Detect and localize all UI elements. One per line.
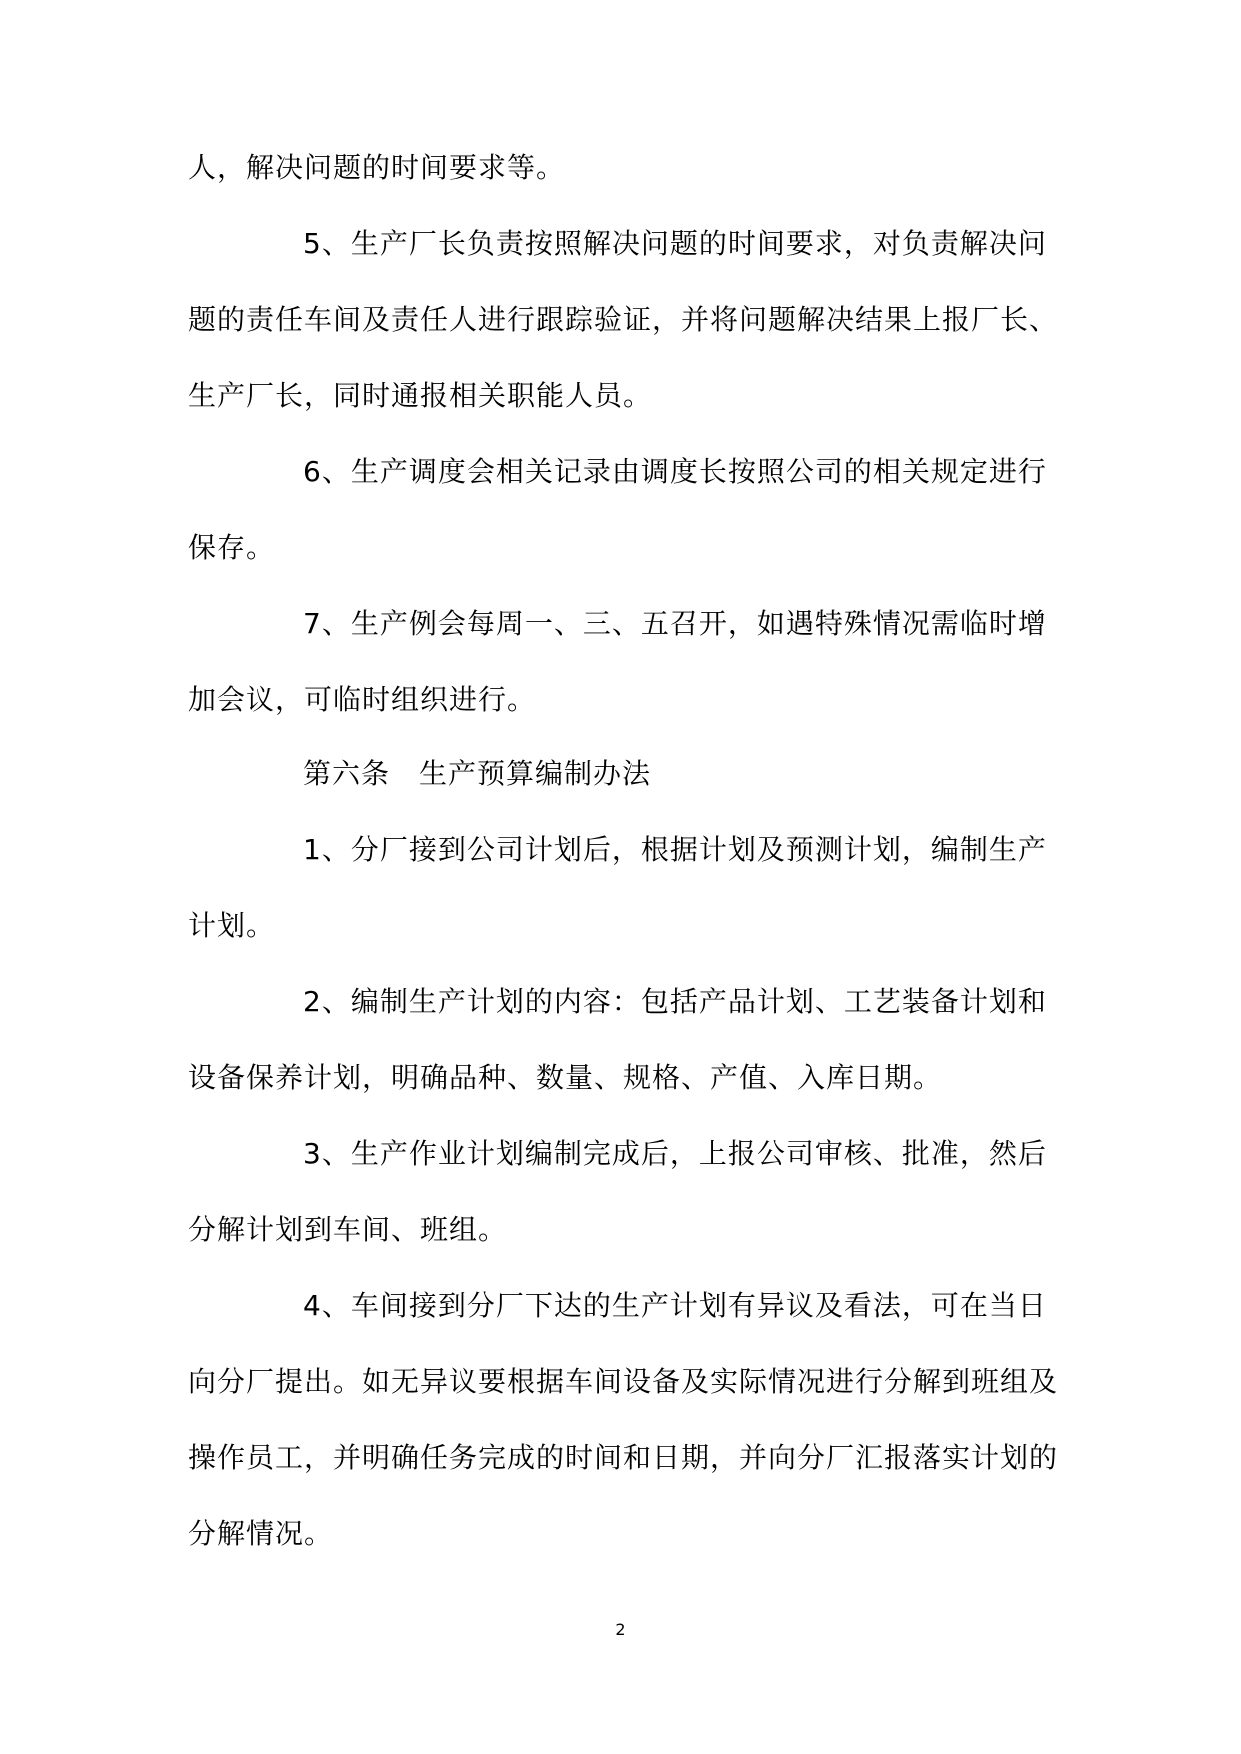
- text-line: 4、车间接到分厂下达的生产计划有异议及看法，可在当日: [303, 1289, 1047, 1322]
- section-heading: 第六条 生产预算编制办法: [303, 757, 652, 790]
- text-line: 设备保养计划，明确品种、数量、规格、产值、入库日期。: [188, 1061, 943, 1094]
- text-line: 操作员工，并明确任务完成的时间和日期，并向分厂汇报落实计划的: [188, 1441, 1059, 1474]
- text-line: 人，解决问题的时间要求等。: [188, 151, 566, 184]
- text-line: 计划。: [188, 909, 276, 942]
- text-line: 5、生产厂长负责按照解决问题的时间要求，对负责解决问: [303, 227, 1047, 260]
- text-line: 保存。: [188, 531, 276, 564]
- text-line: 分解情况。: [188, 1517, 334, 1550]
- text-line: 3、生产作业计划编制完成后，上报公司审核、批准，然后: [303, 1137, 1047, 1170]
- page-number: 2: [615, 1620, 626, 1639]
- text-line: 7、生产例会每周一、三、五召开，如遇特殊情况需临时增: [303, 607, 1047, 640]
- text-line: 1、分厂接到公司计划后，根据计划及预测计划，编制生产: [303, 833, 1047, 866]
- text-line: 分解计划到车间、班组。: [188, 1213, 508, 1246]
- text-line: 6、生产调度会相关记录由调度长按照公司的相关规定进行: [303, 455, 1047, 488]
- text-line: 加会议，可临时组织进行。: [188, 683, 537, 716]
- text-line: 题的责任车间及责任人进行跟踪验证，并将问题解决结果上报厂长、: [188, 303, 1059, 336]
- text-line: 生产厂长，同时通报相关职能人员。: [188, 379, 653, 412]
- text-line: 向分厂提出。如无异议要根据车间设备及实际情况进行分解到班组及: [188, 1365, 1059, 1398]
- text-line: 2、编制生产计划的内容：包括产品计划、工艺装备计划和: [303, 985, 1047, 1018]
